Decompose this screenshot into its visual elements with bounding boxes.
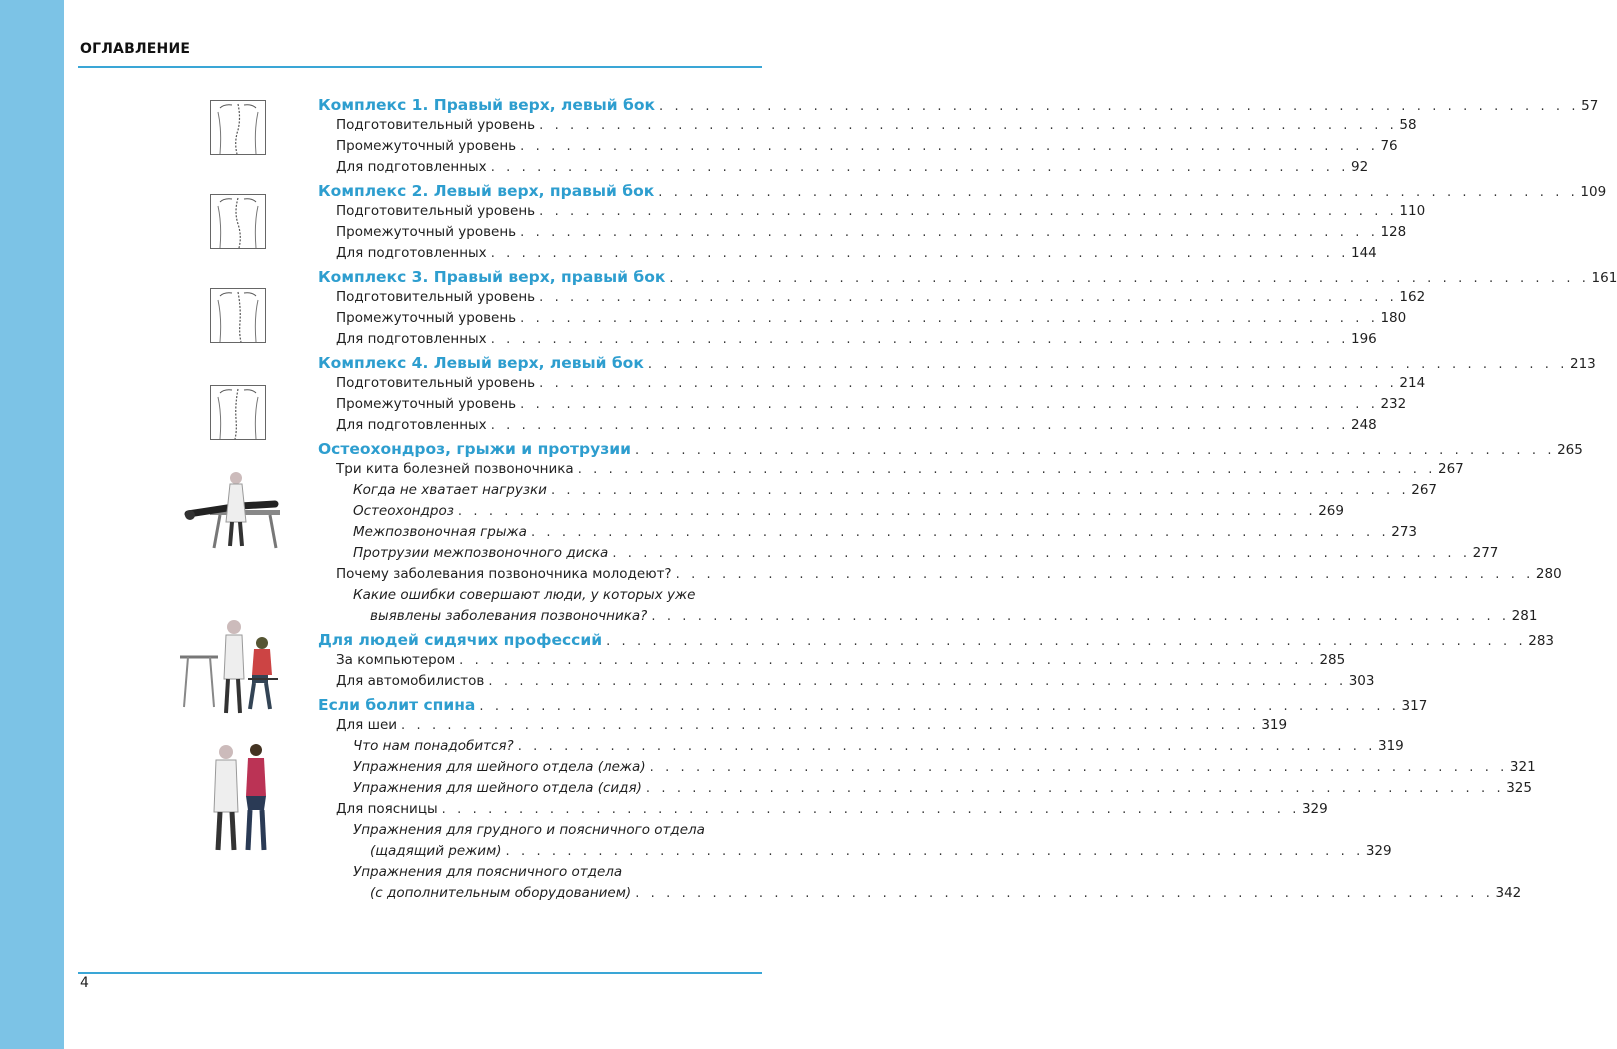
- spine-diagram-icon: [210, 194, 266, 249]
- toc-entry[interactable]: [318, 289, 1426, 310]
- dot-leader: . . . . . . . . . . . . . . . . . . . . . . . . . . . . . . . . . . . . . . . . . . . . . . . . . . . . . . . .: [488, 674, 1347, 689]
- toc-subentry[interactable]: [318, 843, 1392, 864]
- dot-leader: . . . . . . . . . . . . . . . . . . . . . . . . . . . . . . . . . . . . . . . . . . . . . . . . . . . . . . . .: [635, 886, 1494, 901]
- dot-leader: . . . . . . . . . . . . . . . . . . . . . . . . . . . . . . . . . . . . . . . . . . . . . . . . . . . . . . . .: [645, 781, 1505, 796]
- dot-leader: . . . . . . . . . . . . . . . . . . . . . . . . . . . . . . . . . . . . . . . . . . . . . . . . . . . . . . . .: [490, 160, 1349, 175]
- toc-entry-label: Промежуточный уровень: [336, 310, 520, 326]
- toc-subentry[interactable]: [318, 738, 1404, 759]
- photo-doctor-patient-seated: [178, 617, 288, 717]
- toc-entry[interactable]: [318, 159, 1369, 180]
- toc-entry-label: Подготовительный уровень: [336, 203, 539, 219]
- toc-chapter-title: Для людей сидячих профессий: [318, 631, 606, 649]
- toc-entry[interactable]: [318, 417, 1377, 438]
- dot-leader: . . . . . . . . . . . . . . . . . . . . . . . . . . . . . . . . . . . . . . . . . . . . . . . . . . . . . . . .: [401, 718, 1260, 733]
- toc-entry[interactable]: [318, 331, 1377, 352]
- dot-leader: . . . . . . . . . . . . . . . . . . . . . . . . . . . . . . . . . . . . . . . . . . . . . . . . . . . . . . . . . . . .: [658, 99, 1580, 114]
- dot-leader: . . . . . . . . . . . . . . . . . . . . . . . . . . . . . . . . . . . . . . . . . . . . . . . . . . . . . . . .: [651, 609, 1510, 624]
- dot-leader: . . . . . . . . . . . . . . . . . . . . . . . . . . . . . . . . . . . . . . . . . . . . . . . . . . . . . . . .: [459, 653, 1318, 668]
- toc-page-number: 92: [1350, 159, 1369, 175]
- toc-subentry[interactable]: [318, 608, 1538, 629]
- toc-entry[interactable]: [318, 310, 1407, 331]
- toc-page-number: 317: [1401, 698, 1428, 714]
- toc-entry[interactable]: [318, 717, 1288, 738]
- toc-chapter-title: Комплекс 1. Правый верх, левый бок: [318, 96, 659, 114]
- dot-leader: . . . . . . . . . . . . . . . . . . . . . . . . . . . . . . . . . . . . . . . . . . . . . . . . . . . . . . . .: [520, 225, 1379, 240]
- toc-page-number: 232: [1380, 396, 1407, 412]
- toc-entry[interactable]: [318, 375, 1426, 396]
- dot-leader: . . . . . . . . . . . . . . . . . . . . . . . . . . . . . . . . . . . . . . . . . . . . . . . . . . . . . . . .: [675, 567, 1534, 582]
- footer-rule: [78, 972, 762, 974]
- toc-entry-label: Для автомобилистов: [336, 673, 488, 689]
- spine-diagram-icon: [210, 288, 266, 343]
- dot-leader: . . . . . . . . . . . . . . . . . . . . . . . . . . . . . . . . . . . . . . . . . . . . . . . . . . . . . . . .: [490, 418, 1349, 433]
- dot-leader: . . . . . . . . . . . . . . . . . . . . . . . . . . . . . . . . . . . . . . . . . . . . . . . . . . . . . . . .: [577, 462, 1436, 477]
- toc-page-number: 265: [1557, 442, 1583, 458]
- dot-leader: . . . . . . . . . . . . . . . . . . . . . . . . . . . . . . . . . . . . . . . . . . . . . . . . . . . . . . . . . . . .: [658, 185, 1579, 200]
- toc-entry-label: Подготовительный уровень: [336, 117, 539, 133]
- toc-page-number: 144: [1350, 245, 1377, 261]
- dot-leader: . . . . . . . . . . . . . . . . . . . . . . . . . . . . . . . . . . . . . . . . . . . . . . . . . . . . . . . . . . . .: [634, 443, 1556, 458]
- toc-page-number: 283: [1528, 633, 1555, 649]
- toc-entry-label: Промежуточный уровень: [336, 224, 520, 240]
- toc-chapter[interactable]: [318, 354, 1596, 375]
- toc-page-number: 319: [1378, 738, 1404, 754]
- toc-subentry-label: выявлены заболевания позвоночника?: [370, 608, 651, 624]
- toc-subentry-label: Протрузии межпозвоночного диска: [353, 545, 612, 561]
- toc-page-number: 213: [1570, 356, 1596, 372]
- toc-subentry-label: Упражнения для поясничного отдела: [353, 864, 626, 880]
- toc-subentry-label: (щадящий режим): [370, 843, 506, 859]
- toc-page-number: 109: [1580, 184, 1607, 200]
- toc-entry[interactable]: [318, 801, 1328, 822]
- toc-subentry-label: Остеохондроз: [353, 503, 458, 519]
- toc-entry[interactable]: [318, 396, 1407, 417]
- spine-diagram-icon: [210, 100, 266, 155]
- toc-page-number: 329: [1365, 843, 1392, 859]
- side-color-band: [0, 0, 64, 1049]
- dot-leader: . . . . . . . . . . . . . . . . . . . . . . . . . . . . . . . . . . . . . . . . . . . . . . . . . . . . . . . .: [490, 246, 1349, 261]
- toc-entry-label: Три кита болезней позвоночника: [336, 461, 578, 477]
- toc-page-number: 214: [1399, 375, 1426, 391]
- toc-entry[interactable]: [318, 566, 1562, 587]
- spine-diagram-icon: [210, 385, 266, 440]
- header-rule: [78, 66, 762, 68]
- toc-chapter[interactable]: [318, 182, 1607, 203]
- photo-doctor-patient-bench: [180, 470, 290, 550]
- toc-chapter-title: Комплекс 2. Левый верх, правый бок: [318, 182, 658, 200]
- toc-chapter-title: Комплекс 3. Правый верх, правый бок: [318, 268, 669, 286]
- dot-leader: . . . . . . . . . . . . . . . . . . . . . . . . . . . . . . . . . . . . . . . . . . . . . . . . . . . . . . . .: [520, 311, 1379, 326]
- toc-chapter[interactable]: [318, 440, 1583, 461]
- toc-entry[interactable]: [318, 203, 1426, 224]
- dot-leader: . . . . . . . . . . . . . . . . . . . . . . . . . . . . . . . . . . . . . . . . . . . . . . . . . . . . . . . . . . . .: [606, 634, 1527, 649]
- toc-page-number: 57: [1581, 98, 1599, 114]
- dot-leader: . . . . . . . . . . . . . . . . . . . . . . . . . . . . . . . . . . . . . . . . . . . . . . . . . . . . . . . .: [505, 844, 1364, 859]
- toc-page-number: 321: [1509, 759, 1536, 775]
- toc-subentry-label: Упражнения для грудного и поясничного отдела: [353, 822, 709, 838]
- toc-entry-label: Промежуточный уровень: [336, 396, 520, 412]
- toc-subentry[interactable]: [318, 545, 1499, 566]
- toc-subentry[interactable]: [318, 482, 1438, 503]
- toc-entry[interactable]: [318, 652, 1346, 673]
- toc-page-number: 267: [1438, 461, 1464, 477]
- toc-entry-label: Для подготовленных: [336, 159, 491, 175]
- toc-subentry[interactable]: [318, 503, 1344, 524]
- toc-subentry-label: Что нам понадобится?: [353, 738, 518, 754]
- toc-chapter[interactable]: [318, 631, 1555, 652]
- toc-entry[interactable]: [318, 117, 1417, 138]
- dot-leader: . . . . . . . . . . . . . . . . . . . . . . . . . . . . . . . . . . . . . . . . . . . . . . . . . . . . . . . .: [520, 397, 1379, 412]
- toc-entry-label: Подготовительный уровень: [336, 375, 539, 391]
- dot-leader: . . . . . . . . . . . . . . . . . . . . . . . . . . . . . . . . . . . . . . . . . . . . . . . . . . . . . . . .: [539, 118, 1398, 133]
- toc-subentry[interactable]: [318, 780, 1532, 801]
- toc-subentry-label: Межпозвоночная грыжа: [353, 524, 531, 540]
- toc-page-number: 196: [1350, 331, 1377, 347]
- toc-page-number: 273: [1391, 524, 1418, 540]
- toc-subentry-label: Упражнения для шейного отдела (сидя): [353, 780, 646, 796]
- dot-leader: . . . . . . . . . . . . . . . . . . . . . . . . . . . . . . . . . . . . . . . . . . . . . . . . . . . . . . . .: [550, 483, 1410, 498]
- toc-page-number: 319: [1261, 717, 1288, 733]
- page-number: 4: [80, 975, 89, 991]
- toc-page-number: 267: [1411, 482, 1438, 498]
- toc-entry[interactable]: [318, 461, 1464, 482]
- toc-subentry-label: Упражнения для шейного отдела (лежа): [353, 759, 650, 775]
- dot-leader: . . . . . . . . . . . . . . . . . . . . . . . . . . . . . . . . . . . . . . . . . . . . . . . . . . . . . . . .: [530, 525, 1390, 540]
- toc-subentry-line1[interactable]: [318, 587, 734, 608]
- toc-page-number: 76: [1380, 138, 1398, 154]
- dot-leader: . . . . . . . . . . . . . . . . . . . . . . . . . . . . . . . . . . . . . . . . . . . . . . . . . . . . . . . .: [539, 376, 1398, 391]
- toc-subentry-line1[interactable]: [318, 822, 734, 843]
- dot-leader: . . . . . . . . . . . . . . . . . . . . . . . . . . . . . . . . . . . . . . . . . . . . . . . . . . . . . . . .: [520, 139, 1379, 154]
- toc-chapter-title: Остеохондроз, грыжи и протрузии: [318, 440, 635, 458]
- toc-entry[interactable]: [318, 138, 1398, 159]
- toc-page-number: 248: [1350, 417, 1377, 433]
- toc-subentry-label: (с дополнительным оборудованием): [370, 885, 635, 901]
- toc-chapter-title: Если болит спина: [318, 696, 479, 714]
- toc-chapter[interactable]: [318, 696, 1428, 717]
- dot-leader: . . . . . . . . . . . . . . . . . . . . . . . . . . . . . . . . . . . . . . . . . . . . . . . . . . . . . . . .: [539, 290, 1398, 305]
- dot-leader: . . . . . . . . . . . . . . . . . . . . . . . . . . . . . . . . . . . . . . . . . . . . . . . . . . . . . . . .: [441, 802, 1300, 817]
- toc-page-number: 110: [1399, 203, 1426, 219]
- toc-entry[interactable]: [318, 224, 1407, 245]
- toc-entry-label: Для подготовленных: [336, 331, 491, 347]
- toc-subentry-line1[interactable]: [318, 864, 734, 885]
- toc-page-number: 161: [1591, 270, 1617, 286]
- toc-page-number: 269: [1318, 503, 1344, 519]
- dot-leader: . . . . . . . . . . . . . . . . . . . . . . . . . . . . . . . . . . . . . . . . . . . . . . . . . . . . . . . . . . . .: [647, 357, 1568, 372]
- toc-subentry[interactable]: [318, 759, 1536, 780]
- toc-page-number: 342: [1495, 885, 1522, 901]
- toc-entry-label: Для подготовленных: [336, 417, 491, 433]
- dot-leader: . . . . . . . . . . . . . . . . . . . . . . . . . . . . . . . . . . . . . . . . . . . . . . . . . . . . . . . .: [539, 204, 1398, 219]
- toc-chapter-title: Комплекс 4. Левый верх, левый бок: [318, 354, 648, 372]
- toc-page-number: 162: [1399, 289, 1426, 305]
- toc-page-number: 303: [1348, 673, 1375, 689]
- toc-page-number: 180: [1380, 310, 1407, 326]
- toc-page-number: 281: [1511, 608, 1538, 624]
- toc-entry-label: Почему заболевания позвоночника молодеют?: [336, 566, 676, 582]
- toc-subentry-label: Какие ошибки совершают люди, у которых уже: [353, 587, 699, 603]
- dot-leader: . . . . . . . . . . . . . . . . . . . . . . . . . . . . . . . . . . . . . . . . . . . . . . . . . . . . . . . .: [612, 546, 1471, 561]
- toc-chapter[interactable]: [318, 268, 1617, 289]
- photo-doctor-patient-standing: [208, 740, 278, 855]
- dot-leader: . . . . . . . . . . . . . . . . . . . . . . . . . . . . . . . . . . . . . . . . . . . . . . . . . . . . . . . . . . . .: [669, 271, 1590, 286]
- dot-leader: . . . . . . . . . . . . . . . . . . . . . . . . . . . . . . . . . . . . . . . . . . . . . . . . . . . . . . . .: [457, 504, 1317, 519]
- dot-leader: . . . . . . . . . . . . . . . . . . . . . . . . . . . . . . . . . . . . . . . . . . . . . . . . . . . . . . . . . . . .: [479, 699, 1400, 714]
- toc-page-number: 277: [1472, 545, 1499, 561]
- toc-entry-label: Для поясницы: [336, 801, 442, 817]
- toc-entry-label: Для подготовленных: [336, 245, 491, 261]
- toc-entry-label: Для шеи: [336, 717, 401, 733]
- toc-page-number: 285: [1319, 652, 1346, 668]
- toc-entry-label: За компьютером: [336, 652, 459, 668]
- toc-subentry[interactable]: [318, 885, 1522, 906]
- page-header-title: ОГЛАВЛЕНИЕ: [80, 41, 191, 57]
- toc-subentry[interactable]: [318, 524, 1418, 545]
- toc-page-number: 58: [1399, 117, 1417, 133]
- toc-page-number: 128: [1380, 224, 1407, 240]
- toc-chapter[interactable]: [318, 96, 1599, 117]
- toc-page-number: 280: [1535, 566, 1562, 582]
- toc-entry[interactable]: [318, 245, 1377, 266]
- toc-page-number: 325: [1506, 780, 1532, 796]
- table-of-contents: [318, 96, 1617, 906]
- dot-leader: . . . . . . . . . . . . . . . . . . . . . . . . . . . . . . . . . . . . . . . . . . . . . . . . . . . . . . . .: [517, 739, 1376, 754]
- toc-subentry-label: Когда не хватает нагрузки: [353, 482, 551, 498]
- dot-leader: . . . . . . . . . . . . . . . . . . . . . . . . . . . . . . . . . . . . . . . . . . . . . . . . . . . . . . . .: [649, 760, 1508, 775]
- toc-entry[interactable]: [318, 673, 1375, 694]
- toc-entry-label: Промежуточный уровень: [336, 138, 520, 154]
- toc-page-number: 329: [1301, 801, 1328, 817]
- dot-leader: . . . . . . . . . . . . . . . . . . . . . . . . . . . . . . . . . . . . . . . . . . . . . . . . . . . . . . . .: [490, 332, 1349, 347]
- toc-entry-label: Подготовительный уровень: [336, 289, 539, 305]
